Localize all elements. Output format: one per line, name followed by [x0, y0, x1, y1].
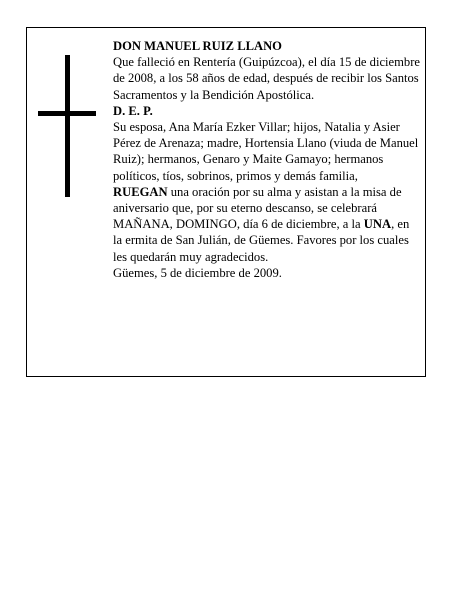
request-day: MAÑANA, DOMINGO — [113, 217, 237, 232]
notice-text — [113, 38, 421, 281]
family-list: Su esposa, Ana María Ezker Villar; hijos, Natalia y Asier Pérez de Arenaza; madre, Hortensia Llano (viuda de Manuel Ruiz); hermanos, Genaro y Maite Gamayo; hermanos políticos, tíos, sobrinos, primos y demás familia, — [113, 120, 419, 183]
dep-heading: D. E. P. — [113, 103, 153, 118]
mass-request — [113, 184, 421, 265]
obituary-notice — [26, 27, 426, 377]
request-hour: UNA — [363, 217, 392, 232]
request-text-3: , en la ermita de San Julián, de Güemes. Favores por los cuales les quedarán muy agradecidos. — [113, 217, 410, 264]
place-date: Güemes, 5 de diciembre de 2009. — [113, 265, 282, 280]
death-details: Que falleció en Rentería (Guipúzcoa), el día 15 de diciembre de 2008, a los 58 años de edad, después de recibir los Santos Sacramentos y la Bendición Apostólica. — [113, 55, 421, 102]
deceased-name: DON MANUEL RUIZ LLANO — [113, 39, 282, 53]
request-lead: RUEGAN — [113, 184, 168, 199]
request-text-2: , día 6 de diciembre, a la — [236, 217, 364, 232]
cross-horizontal-bar — [38, 111, 96, 116]
request-text-1: una oración por su alma y asistan a la misa de aniversario que, por su eterno descanso, se celebrará — [113, 184, 402, 216]
cross-vertical-bar — [65, 55, 70, 197]
cross-icon — [38, 55, 96, 197]
